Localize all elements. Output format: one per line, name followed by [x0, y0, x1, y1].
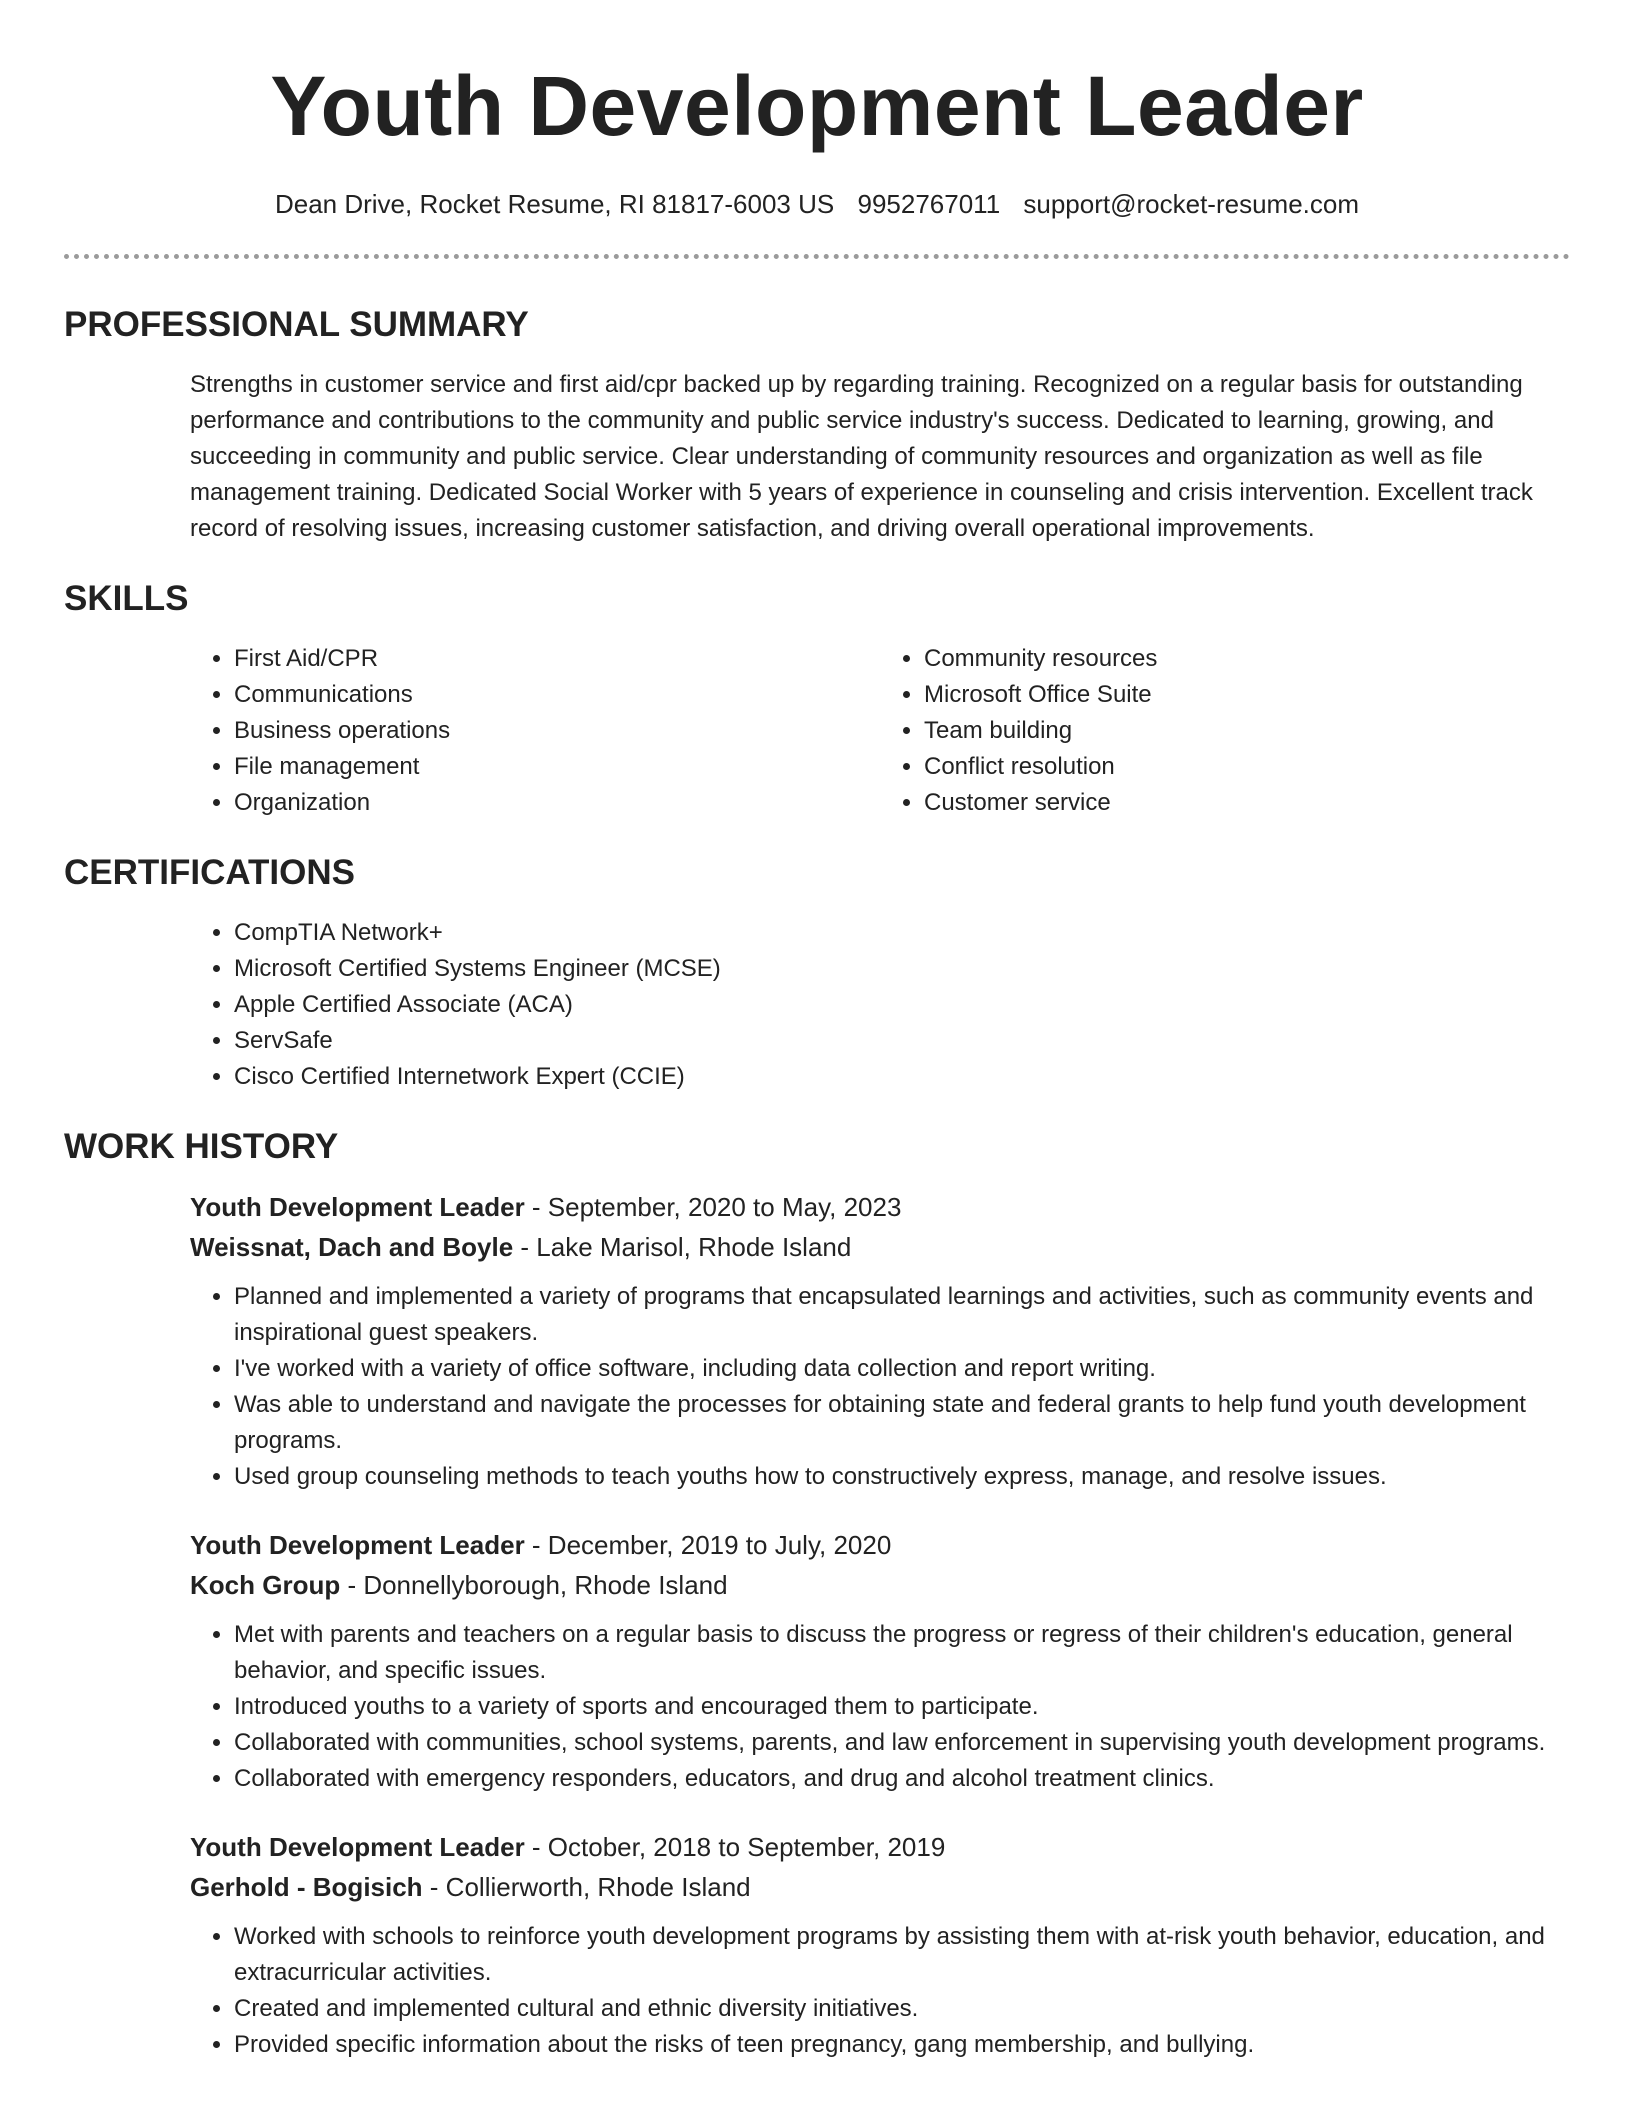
job-company-line: [190, 1867, 1570, 1907]
job-bullet: • Created and implemented cultural and ethnic diversity initiatives.: [234, 1991, 1570, 2027]
job-role: Youth Development Leader: [190, 1530, 525, 1560]
skill-item: • Team building: [924, 713, 1570, 749]
job-company: Gerhold - Bogisich: [190, 1872, 423, 1902]
job-company-line: [190, 1227, 1570, 1267]
job-dates: - October, 2018 to September, 2019: [524, 1832, 946, 1862]
work-history-heading: WORK HISTORY: [64, 1127, 339, 1166]
job-bullet: • Collaborated with emergency responders, educators, and drug and alcohol treatment clinics.: [234, 1761, 1570, 1797]
contact-line: [64, 186, 1570, 222]
job-dates: - September, 2020 to May, 2023: [524, 1192, 902, 1222]
job-location: - Lake Marisol, Rhode Island: [513, 1232, 852, 1262]
job-bullet: • Used group counseling methods to teach youths how to constructively express, manage, and resolve issues.: [234, 1459, 1570, 1495]
job-entry: [190, 1525, 1570, 1797]
job-bullets: [190, 1919, 1570, 2063]
certification-item: • Apple Certified Associate (ACA): [234, 987, 1570, 1023]
job-entry: [190, 1187, 1570, 1495]
summary-text: Strengths in customer service and first aid/cpr backed up by regarding training. Recognized on a regular basis for outstanding performance and contributions to the community and public service industry's success. Dedicated to learning, growing, and succeeding in community and public service. Clear understanding of community resources and organization as well as file management training. Dedicated Social Worker with 5 years of experience in counseling and crisis intervention. Excellent track record of resolving issues, increasing customer satisfaction, and driving overall operational improvements.: [190, 371, 1533, 542]
contact-email: support@rocket-resume.com: [1023, 189, 1360, 219]
summary-section: [64, 303, 1570, 547]
job-location: - Collierworth, Rhode Island: [422, 1872, 751, 1902]
job-company: Weissnat, Dach and Boyle: [190, 1232, 514, 1262]
certifications-heading: CERTIFICATIONS: [64, 853, 356, 892]
skill-item: • File management: [234, 749, 880, 785]
skill-item: • First Aid/CPR: [234, 641, 880, 677]
certifications-section: [64, 851, 1570, 1095]
contact-address: Dean Drive, Rocket Resume, RI 81817-6003 US: [274, 189, 835, 219]
skills-grid: [190, 641, 1570, 821]
job-location: - Donnellyborough, Rhode Island: [340, 1570, 728, 1600]
certification-item: • Microsoft Certified Systems Engineer (MCSE): [234, 951, 1570, 987]
skill-item: • Conflict resolution: [924, 749, 1570, 785]
skill-item: • Communications: [234, 677, 880, 713]
job-entry: [190, 1827, 1570, 2063]
skill-item: • Community resources: [924, 641, 1570, 677]
skills-list-right: [880, 641, 1570, 821]
skills-list-left: [190, 641, 880, 821]
certification-item: • CompTIA Network+: [234, 915, 1570, 951]
skill-item: • Microsoft Office Suite: [924, 677, 1570, 713]
skill-item: • Customer service: [924, 785, 1570, 821]
job-bullet: • Planned and implemented a variety of programs that encapsulated learnings and activities, such as community events and inspirational guest speakers.: [234, 1279, 1570, 1351]
job-title-line: [190, 1525, 1570, 1565]
header-divider: [64, 254, 1570, 259]
summary-heading: PROFESSIONAL SUMMARY: [64, 305, 529, 344]
job-title-line: [190, 1187, 1570, 1227]
job-dates: - December, 2019 to July, 2020: [524, 1530, 892, 1560]
job-company: Koch Group: [190, 1570, 341, 1600]
skills-heading: SKILLS: [64, 579, 189, 618]
skill-item: • Business operations: [234, 713, 880, 749]
job-title-line: [190, 1827, 1570, 1867]
job-role: Youth Development Leader: [190, 1832, 525, 1862]
contact-phone: 9952767011: [857, 189, 1001, 219]
candidate-name: Youth Development Leader: [270, 59, 1364, 153]
job-bullet: • Was able to understand and navigate the processes for obtaining state and federal grants to help fund youth development programs.: [234, 1387, 1570, 1459]
certification-item: • ServSafe: [234, 1023, 1570, 1059]
job-role: Youth Development Leader: [190, 1192, 525, 1222]
job-bullet: • Collaborated with communities, school systems, parents, and law enforcement in supervising youth development programs.: [234, 1725, 1570, 1761]
job-bullet: • Provided specific information about the risks of teen pregnancy, gang membership, and bullying.: [234, 2027, 1570, 2063]
job-bullets: [190, 1279, 1570, 1495]
job-bullet: • Introduced youths to a variety of sports and encouraged them to participate.: [234, 1689, 1570, 1725]
job-bullet: • Met with parents and teachers on a regular basis to discuss the progress or regress of their children's education, general behavior, and specific issues.: [234, 1617, 1570, 1689]
certifications-list: [190, 915, 1570, 1095]
work-history-section: [64, 1125, 1570, 2063]
job-bullet: • Worked with schools to reinforce youth development programs by assisting them with at-risk youth behavior, education, and extracurricular activities.: [234, 1919, 1570, 1991]
job-bullets: [190, 1617, 1570, 1797]
job-company-line: [190, 1565, 1570, 1605]
job-bullet: • I've worked with a variety of office software, including data collection and report writing.: [234, 1351, 1570, 1387]
skills-section: [64, 577, 1570, 821]
certification-item: • Cisco Certified Internetwork Expert (CCIE): [234, 1059, 1570, 1095]
skill-item: • Organization: [234, 785, 880, 821]
